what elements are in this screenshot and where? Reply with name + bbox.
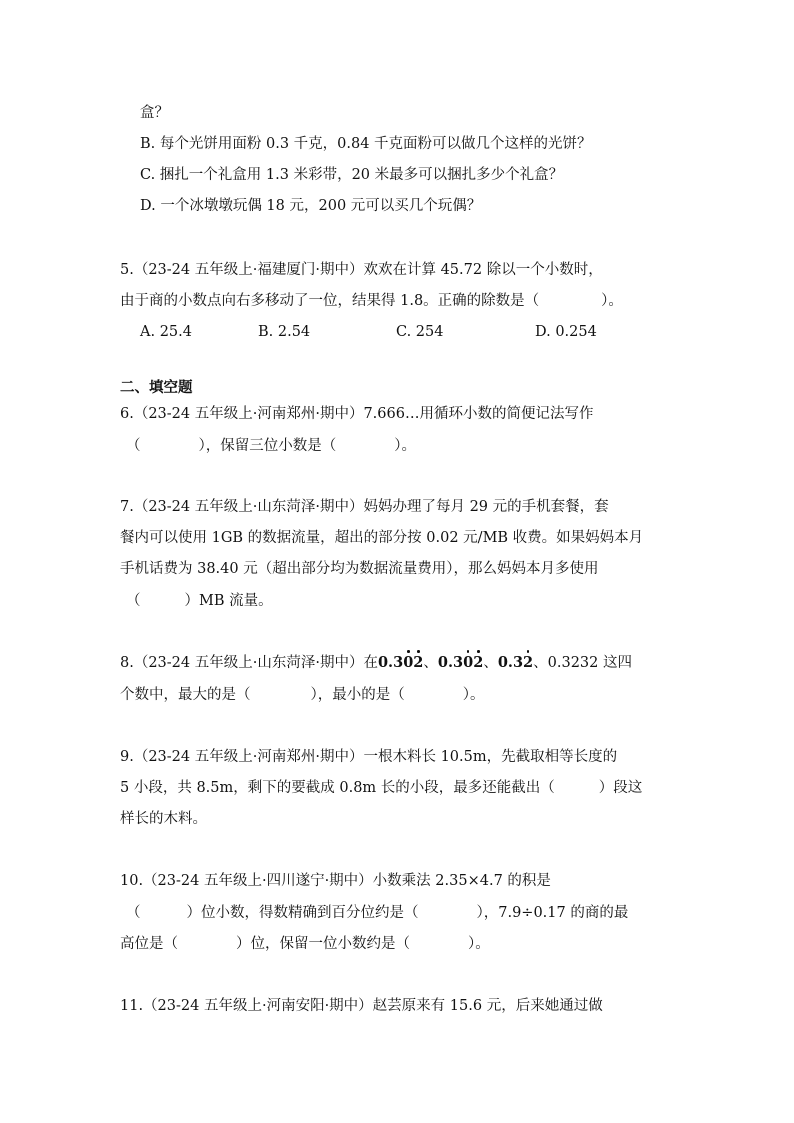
q5-line2-end: ）。 xyxy=(601,293,623,309)
q8-sep-2: 、 xyxy=(483,655,498,671)
q10-line3-text: 高位是（ xyxy=(120,936,178,952)
q10-line2 xyxy=(126,903,628,923)
q9-line1: 9.（23-24 五年级上·河南郑州·期中）一根木料长 10.5m，先截取相等长度的 xyxy=(120,749,618,765)
q6-line2-end: ）。 xyxy=(394,438,416,454)
q5-line2-text: 由于商的小数点向右多移动了一位，结果得 1.8。正确的除数是（ xyxy=(120,293,540,309)
q7-line2: 餐内可以使用 1GB 的数据流量，超出的部分按 0.02 元/MB 收费。如果妈妈本月 xyxy=(120,530,644,546)
q6-line2-mid: ），保留三位小数是（ xyxy=(198,438,337,454)
q7-line4 xyxy=(126,591,273,611)
q8-number-1 xyxy=(378,654,423,671)
q5-option-d: D. 0.254 xyxy=(535,324,597,340)
q8-n2-dot2: 2 xyxy=(473,654,484,671)
q8-line2 xyxy=(120,685,485,705)
q10-open-paren: （ xyxy=(126,905,141,921)
q5-line1: 5.（23-24 五年级上·福建厦门·期中）欢欢在计算 45.72 除以一个小数时， xyxy=(120,262,603,278)
q4-option-d: D. 一个冰墩墩玩偶 18 元，200 元可以买几个玩偶？ xyxy=(140,198,482,214)
q7-line3: 手机话费为 38.40 元（超出部分均为数据流量费用），那么妈妈本月多使用 xyxy=(120,561,599,577)
q8-n3-int: 0.3 xyxy=(497,654,524,671)
q9-line2 xyxy=(120,778,642,798)
q7-line1: 7.（23-24 五年级上·山东菏泽·期中）妈妈办理了每月 29 元的手机套餐，套 xyxy=(120,499,609,515)
q8-number-2 xyxy=(438,654,483,671)
q8-line2-end: ）。 xyxy=(462,687,485,703)
q5-option-a: A. 25.4 xyxy=(140,324,192,340)
q7-open-paren: （ xyxy=(126,593,141,609)
q8-n3-dot1: 2 xyxy=(523,654,534,671)
q5-option-c: C. 254 xyxy=(396,324,444,340)
q8-line2-text: 个数中，最大的是（ xyxy=(120,687,251,703)
q9-line2-text: 5 小段，共 8.5m，剩下的要截成 0.8m 长的小段，最多还能截出（ xyxy=(120,780,555,796)
q10-line3 xyxy=(120,934,490,954)
q11-line1: 11.（23-24 五年级上·河南安阳·期中）赵芸原来有 15.6 元，后来她通过做 xyxy=(120,998,603,1014)
q7-line4-end: ）MB 流量。 xyxy=(184,593,273,609)
q10-line2-mid: ）位小数，得数精确到百分位约是（ xyxy=(186,905,419,921)
q8-line1-tail: 、0.3232 这四 xyxy=(533,655,632,671)
q6-line1: 6.（23-24 五年级上·河南郑州·期中）7.666…用循环小数的简便记法写作 xyxy=(120,406,594,422)
q5-line2 xyxy=(120,291,623,311)
q4-option-c: C. 捆扎一个礼盒用 1.3 米彩带，20 米最多可以捆扎多少个礼盒？ xyxy=(140,167,564,183)
q5-option-b: B. 2.54 xyxy=(258,324,311,340)
q9-line2-end: ）段这 xyxy=(598,780,643,796)
section-title-fill-in: 二、填空题 xyxy=(120,380,193,396)
q10-line2-end: ），7.9÷0.17 的商的最 xyxy=(476,905,629,921)
q8-n1-dot1: 0 xyxy=(403,654,414,671)
q8-n2-dot1: 0 xyxy=(463,654,474,671)
q6-line2 xyxy=(126,436,416,456)
q8-n1-int: 0.3 xyxy=(377,654,404,671)
q8-line2-mid: ），最小的是（ xyxy=(310,687,405,703)
q10-line3-end: ）。 xyxy=(468,936,490,952)
q9-line3: 样长的木料。 xyxy=(120,811,207,827)
q8-line1 xyxy=(120,653,632,673)
q10-line3-mid: ）位，保留一位小数约是（ xyxy=(236,936,410,952)
q4-option-b: B. 每个光饼用面粉 0.3 千克，0.84 千克面粉可以做几个这样的光饼？ xyxy=(140,136,592,152)
q10-line1: 10.（23-24 五年级上·四川遂宁·期中）小数乘法 2.35×4.7 的积是 xyxy=(120,873,551,889)
q8-n1-dot2: 2 xyxy=(413,654,424,671)
q6-open-paren: （ xyxy=(126,438,141,454)
q4-continuation: 盒？ xyxy=(140,105,169,121)
q8-line1-text: 8.（23-24 五年级上·山东菏泽·期中）在 xyxy=(120,655,378,671)
q8-number-3 xyxy=(498,654,533,671)
q8-sep-1: 、 xyxy=(423,655,438,671)
q8-n2-int: 0.3 xyxy=(437,654,464,671)
